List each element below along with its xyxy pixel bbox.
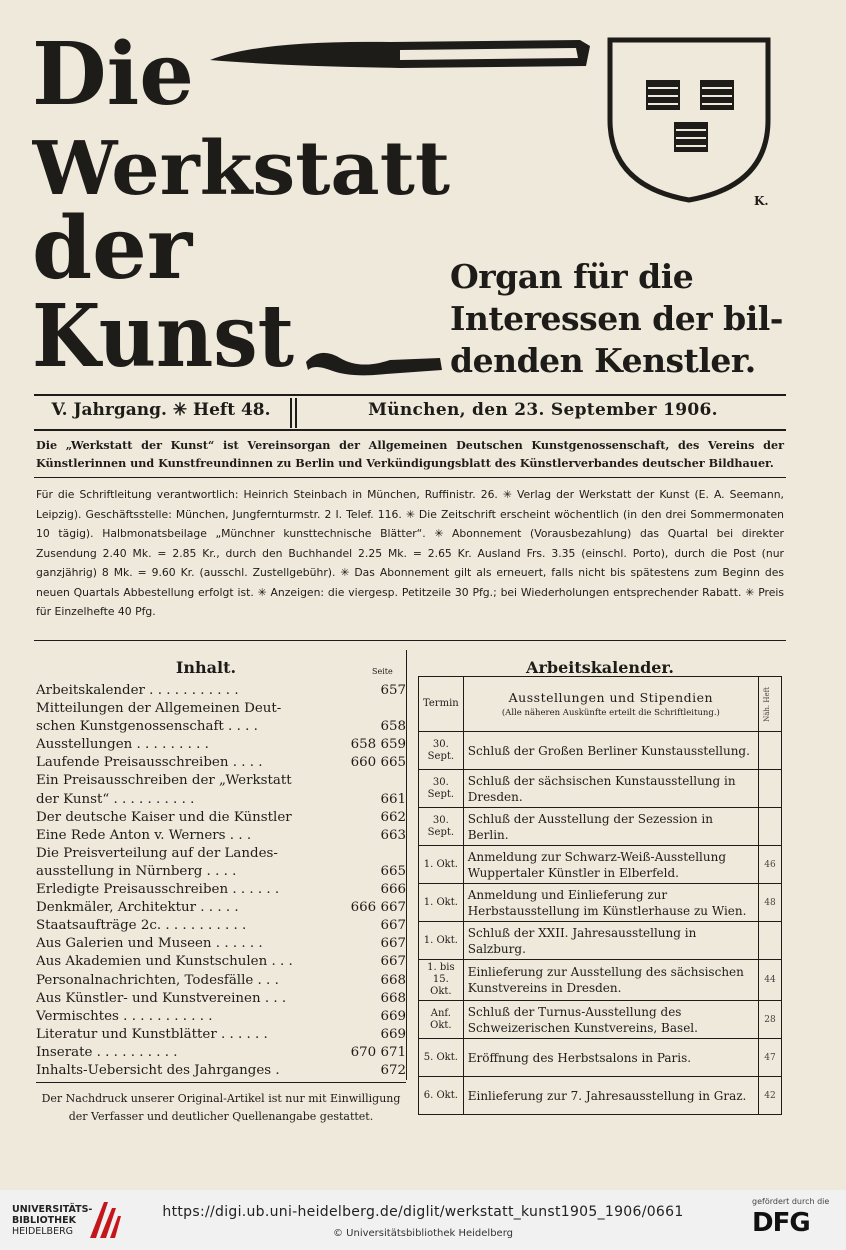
toc-row[interactable]: Erledigte Preisausschreiben . . . . . . 666 [36,882,406,898]
calendar-head-sub: (Alle näheren Auskünfte erteilt die Schriftleitung.) [501,708,720,718]
calendar-head-main [463,677,758,732]
calendar-row: 1. Okt. Anmeldung und Einlieferung zur Herbstausstellung im Künstlerhause zu Wien. 48 [419,884,782,922]
toc-row[interactable]: Arbeitskalender . . . . . . . . . . . 657 [36,683,406,698]
calendar-row: 5. Okt. Eröffnung des Herbstsalons in Paris. 47 [419,1039,782,1077]
imprint-rule-bottom [34,640,786,641]
issue-volume: V. Jahrgang. ✳ Heft 48. [51,400,271,420]
issue-place-date: München, den 23. September 1906. [368,400,718,420]
imprint-rule-top [34,477,786,478]
title-line-1: Die [32,26,194,125]
imprint-text: Für die Schriftleitung verantwortlich: Heinrich Steinbach in München, Ruffinistr. 26. ✳ Verlag der Werkstatt der Kunst (E. A. Seemann, Leipzig). Geschäftsstelle: München, Jungfernturmstr. 2 I. Telef. 116. ✳ Die Zeitschrift erscheint wöchentlich (in den drei Sommermonaten 10 tägig). Halbmonatsbeilage „Münchner kunsttechnische Blätter“. ✳ Abonnement (Vorausbezahlung) das Quartal bei direkter Zusendung 2.40 Mk. = 2.85 Kr., durch den Buchhandel 2.25 Mk. = 2.65 Kr. Ausland Frs. 3.35 (einschl. Porto), durch die Post (nur ganzjährig) 8 Mk. = 9.60 Kr. (ausschl. Zustellgebühr). ✳ Das Abonnement gilt als erneuert, falls nicht bis spätestens zum Beginn des neuen Quartals Abbestellung erfolgt ist. ✳ Anzeigen: die viergesp. Petitzeile 30 Pfg.; bei Wiederholungen entsprechender Rabatt. ✳ Preis für Einzelhefte 40 Pfg. [36,488,784,618]
imprint-block [36,485,784,622]
toc-row[interactable]: schen Kunstgenossenschaft . . . . 658 [36,719,406,735]
masthead-subtitle [450,256,784,382]
toc-row[interactable]: Staatsaufträge 2c. . . . . . . . . . . 667 [36,918,406,934]
toc-row[interactable]: Inhalts-Uebersicht des Jahrganges . 672 [36,1062,406,1078]
calendar-row: 30. Sept. Schluß der sächsischen Kunstausstellung in Dresden. [419,770,782,808]
toc-page-header: Seite [372,667,393,676]
calendar-row: 1. Okt. Schluß der XXII. Jahresausstellung in Salzburg. [419,922,782,960]
subtitle-line-1: Organ für die [450,257,694,296]
description-text: Die „Werkstatt der Kunst“ ist Vereinsorgan der Allgemeinen Deutschen Kunstgenossenschaft, des Vereins der Künstlerinnen und Kunstfreundinnen zu Berlin und Verkündigungsblatt des Künstlerverbandes deutscher Bildhauer. [36,438,784,470]
masthead-ornament-top [200,30,600,80]
funder-label: gefördert durch die [752,1197,830,1206]
subtitle-line-2: Interessen der bil- [450,299,783,338]
toc-row[interactable]: Denkmäler, Architektur . . . . . 666 667 [36,900,406,916]
reprint-notice: Der Nachdruck unserer Original-Artikel ist nur mit Einwilligung der Verfasser und deutlicher Quellenangabe gestattet. [41,1092,401,1123]
copyright-notice: © Universitätsbibliothek Heidelberg [332,1228,513,1239]
toc-row[interactable]: Literatur und Kunstblätter . . . . . . 669 [36,1026,406,1042]
column-divider [406,650,407,1080]
toc-row[interactable]: Der deutsche Kaiser und die Künstler 662 [36,809,406,825]
toc-row[interactable]: Aus Akademien und Kunstschulen . . . 667 [36,954,406,970]
header-rule-bottom [34,429,786,431]
toc-row[interactable]: Personalnachrichten, Todesfälle . . . 668 [36,972,406,988]
toc-row[interactable]: Mitteilungen der Allgemeinen Deut- [36,701,282,717]
calendar-head-date: Termin [419,677,464,732]
toc-row[interactable]: der Kunst“ . . . . . . . . . . 661 [36,791,406,807]
masthead-ornament-bottom [300,340,450,384]
toc-row[interactable]: Laufende Preisausschreiben . . . . 660 665 [36,755,406,771]
toc-row[interactable]: ausstellung in Nürnberg . . . . 665 [36,863,406,879]
toc-row[interactable]: Aus Galerien und Museen . . . . . . 667 [36,936,406,952]
calendar-row: 6. Okt. Einlieferung zur 7. Jahresausstellung in Graz. 42 [419,1077,782,1115]
work-calendar-table [418,676,782,1115]
toc-title: Inhalt. [175,658,237,677]
coat-of-arms-shield [604,36,774,204]
dfg-logo[interactable]: DFG [752,1208,810,1238]
toc-row[interactable]: Die Preisverteilung auf der Landes- [36,845,278,861]
calendar-title: Arbeitskalender. [526,658,674,677]
viewer-footer [0,1190,846,1250]
toc-rule [36,1082,406,1083]
header-rule-top [34,394,786,396]
calendar-header-row [419,677,782,732]
toc-row[interactable]: Inserate . . . . . . . . . . 670 671 [36,1044,406,1060]
toc-row[interactable]: Vermischtes . . . . . . . . . . . 669 [36,1008,406,1024]
toc-row[interactable]: Ein Preisausschreiben der „Werkstatt [36,773,292,789]
title-line-3: der [32,198,193,299]
table-of-contents [36,682,406,1080]
header-divider-left [290,398,292,428]
title-line-2: Werkstatt [32,126,451,212]
toc-row[interactable]: Ausstellungen . . . . . . . . . 658 659 [36,737,406,753]
subtitle-line-3: denden Kenstler. [450,341,756,380]
publication-description [36,436,784,472]
calendar-head-ref: Näh. Heft [759,677,782,732]
toc-row[interactable]: Eine Rede Anton v. Werners . . . 663 [36,827,406,843]
artist-monogram: K. [754,194,769,208]
calendar-row: Anf. Okt. Schluß der Turnus-Ausstellung des Schweizerischen Kunstvereins, Basel. 28 [419,1001,782,1039]
calendar-row: 30. Sept. Schluß der Ausstellung der Sezession in Berlin. [419,808,782,846]
library-logo-text[interactable]: UNIVERSITÄTS- BIBLIOTHEK HEIDELBERG [12,1204,93,1237]
calendar-head-main-text: Ausstellungen und Stipendien [508,690,714,705]
calendar-row: 1. bis 15. Okt. Einlieferung zur Ausstellung des sächsischen Kunstvereins in Dresden. 44 [419,960,782,1001]
header-divider-right [295,398,297,428]
calendar-row: 1. Okt. Anmeldung zur Schwarz-Weiß-Ausstellung Wuppertaler Künstler in Elberfeld. 46 [419,846,782,884]
toc-row[interactable]: Aus Künstler- und Kunstvereinen . . . 668 [36,990,406,1006]
title-line-4: Kunst [32,286,295,381]
permalink-url[interactable]: https://digi.ub.uni-heidelberg.de/diglit/werkstatt_kunst1905_1906/0661 [162,1204,684,1220]
calendar-row: 30. Sept. Schluß der Großen Berliner Kunstausstellung. [419,732,782,770]
